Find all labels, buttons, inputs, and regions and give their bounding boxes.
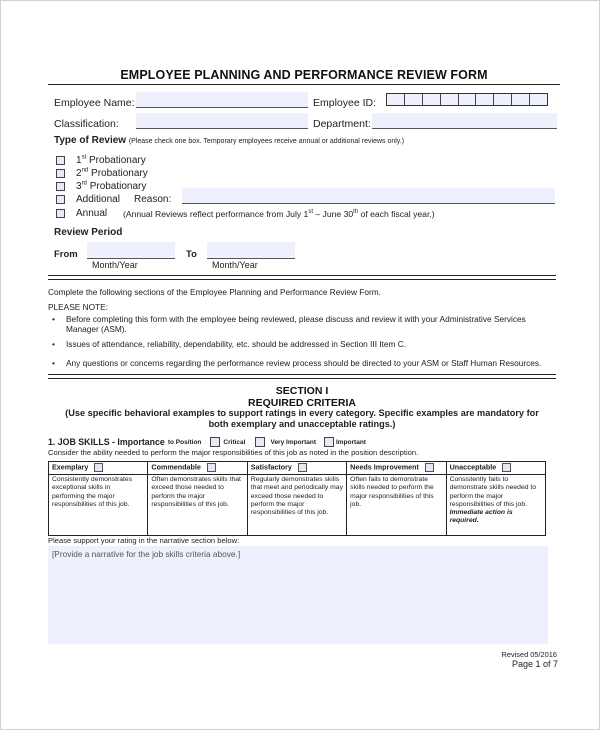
review-option-annual-checkbox[interactable]	[56, 209, 65, 218]
job-skills-heading	[48, 437, 366, 447]
rating-exemplary-checkbox[interactable]	[94, 463, 103, 472]
from-label: From	[54, 249, 78, 260]
narrative-textarea[interactable]: [Provide a narrative for the job skills criteria above.]	[48, 546, 548, 644]
classification-label: Classification:	[54, 118, 119, 130]
from-date-field[interactable]	[87, 242, 175, 259]
classification-field[interactable]	[136, 113, 308, 129]
rating-header-unacceptable: Unacceptable	[446, 462, 545, 475]
section-note-line-2: both exemplary and unacceptable ratings.)	[208, 419, 396, 429]
page-number: Page 1 of 7	[511, 659, 558, 669]
type-of-review-heading	[54, 135, 404, 146]
section-heading: SECTION I	[275, 385, 329, 397]
employee-name-label: Employee Name:	[54, 97, 135, 109]
type-of-review-title: Type of Review	[54, 135, 127, 146]
department-field[interactable]	[372, 113, 557, 129]
rating-desc-commendable: Often demonstrates skills that exceed those needed to perform the major responsibilities of this job.	[148, 475, 247, 536]
please-note-heading: PLEASE NOTE:	[48, 302, 108, 312]
employee-id-cell[interactable]	[476, 94, 494, 105]
employee-name-field[interactable]	[136, 92, 308, 108]
rating-desc-needs-improvement: Often fails to demonstrate skills needed to perform the major responsibilities of this job.	[347, 475, 446, 536]
importance-important-checkbox[interactable]	[324, 437, 334, 447]
rating-desc-satisfactory: Regularly demonstrates skills that meet and periodically may exceed those needed to perform the major responsibilities of this job.	[247, 475, 346, 536]
review-option-additional-label: Additional	[76, 194, 120, 205]
form-title: EMPLOYEE PLANNING AND PERFORMANCE REVIEW FORM	[120, 68, 488, 82]
section-subheading: REQUIRED CRITERIA	[248, 397, 356, 409]
rating-table	[48, 461, 546, 536]
revised-date: Revised 05/2016	[501, 650, 557, 659]
rating-desc-exemplary: Consistently demonstrates exceptional skills in performing the major responsibilities of this job.	[49, 475, 148, 536]
title-rule	[48, 84, 560, 85]
job-skills-title-small: to Position	[167, 438, 202, 446]
bullet-icon: •	[52, 358, 55, 368]
note-bullet-3: Any questions or concerns regarding the performance review process should be directed to your ASM or Staff Human Resources.	[66, 358, 542, 368]
employee-id-cell[interactable]	[530, 94, 547, 105]
employee-id-cell[interactable]	[441, 94, 459, 105]
section-note-line-1: (Use specific behavioral examples to support ratings in every category. Specific examples are mandatory for	[65, 408, 539, 418]
instructions-intro: Complete the following sections of the Employee Planning and Performance Review Form.	[48, 287, 381, 297]
review-option-3-label: 3rd Probationary	[76, 180, 147, 192]
rating-header-exemplary: Exemplary	[49, 462, 148, 475]
double-rule	[48, 275, 556, 280]
reason-label: Reason:	[134, 194, 172, 205]
importance-important-label: Important	[335, 438, 366, 446]
review-option-2-checkbox[interactable]	[56, 169, 65, 178]
reason-field[interactable]	[182, 188, 555, 204]
employee-id-cell[interactable]	[387, 94, 405, 105]
rating-desc-unacceptable: Consistently fails to demonstrate skills needed to perform the major responsibilities of this job. Immediate action is required.	[446, 475, 545, 536]
review-option-additional-checkbox[interactable]	[56, 195, 65, 204]
importance-very-important-label: Very Important	[270, 438, 316, 446]
rating-satisfactory-checkbox[interactable]	[298, 463, 307, 472]
from-hint: Month/Year	[92, 260, 138, 270]
rating-header-satisfactory: Satisfactory	[247, 462, 346, 475]
employee-id-cell[interactable]	[405, 94, 423, 105]
importance-very-important-checkbox[interactable]	[255, 437, 265, 447]
rating-header-needs-improvement: Needs Improvement	[347, 462, 446, 475]
review-option-2-label: 2nd Probationary	[76, 167, 148, 179]
annual-review-note: (Annual Reviews reflect performance from July 1st – June 30th of each fiscal year.)	[123, 209, 435, 219]
to-label: To	[186, 249, 197, 260]
review-option-3-checkbox[interactable]	[56, 182, 65, 191]
narrative-label: Please support your rating in the narrative section below:	[48, 536, 240, 545]
employee-id-cell[interactable]	[459, 94, 477, 105]
review-option-1-checkbox[interactable]	[56, 156, 65, 165]
job-skills-title: 1. JOB SKILLS - Importance	[48, 437, 165, 447]
rating-description-row	[49, 475, 546, 536]
employee-id-cell[interactable]	[512, 94, 530, 105]
note-bullet-2: Issues of attendance, reliability, dependability, etc. should be addressed in Section III Item C.	[66, 339, 407, 349]
job-skills-description: Consider the ability needed to perform the major responsibilities of this job as noted in the position description.	[48, 448, 419, 457]
rating-unacceptable-checkbox[interactable]	[502, 463, 511, 472]
rating-header-row	[49, 462, 546, 475]
employee-id-cell[interactable]	[494, 94, 512, 105]
bullet-icon: •	[52, 339, 55, 349]
type-of-review-note: (Please check one box. Temporary employees receive annual or additional reviews only.)	[128, 138, 405, 145]
employee-id-cell[interactable]	[423, 94, 441, 105]
review-option-annual-label: Annual	[76, 208, 108, 219]
to-date-field[interactable]	[207, 242, 295, 259]
importance-critical-label: Critical	[223, 438, 246, 446]
department-label: Department:	[313, 118, 371, 130]
note-bullet-1: Before completing this form with the employee being reviewed, please discuss and review it with your Administrative Services Manager (ASM).	[66, 314, 526, 334]
review-period-heading: Review Period	[54, 227, 123, 238]
bullet-icon: •	[52, 314, 55, 324]
rating-needs-improvement-checkbox[interactable]	[425, 463, 434, 472]
review-option-1-label: 1st Probationary	[76, 154, 146, 166]
to-hint: Month/Year	[212, 260, 258, 270]
employee-id-label: Employee ID:	[313, 97, 377, 109]
double-rule	[48, 374, 556, 379]
importance-critical-checkbox[interactable]	[210, 437, 220, 447]
rating-commendable-checkbox[interactable]	[207, 463, 216, 472]
rating-header-commendable: Commendable	[148, 462, 247, 475]
employee-id-field[interactable]	[386, 93, 548, 106]
